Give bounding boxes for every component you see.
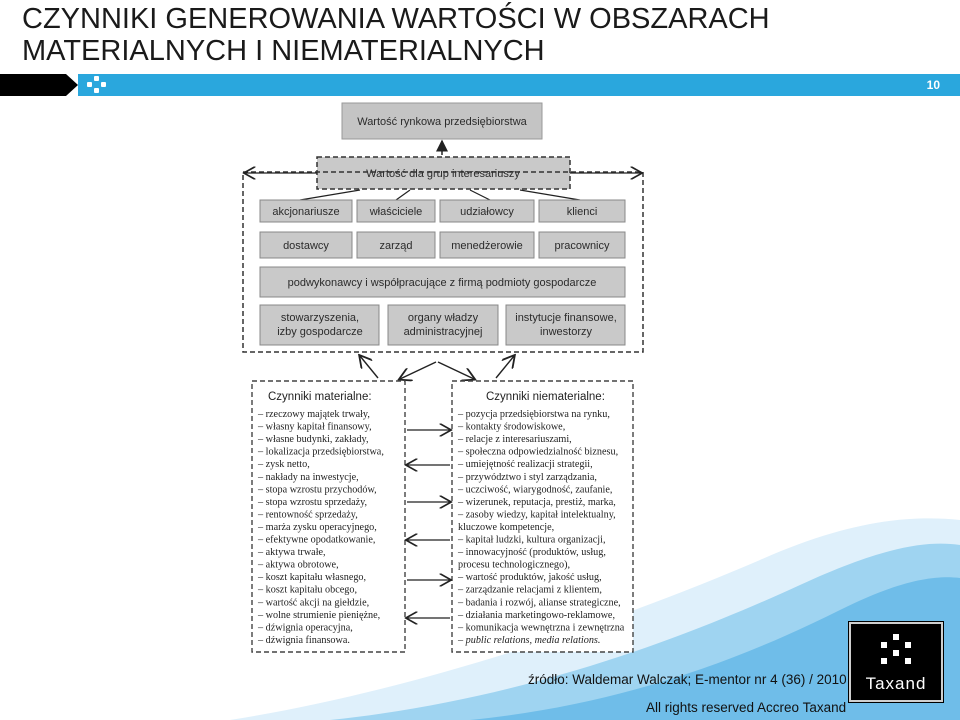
tangible-factor-item: – koszt kapitału obcego, (258, 584, 358, 596)
intangible-factor-item: – komunikacja wewnętrzna i zewnętrzna (458, 622, 625, 634)
connector-diag-1 (300, 190, 360, 200)
stakeholder-value-label: Wartość dla grup interesariuszy (366, 168, 520, 180)
tangible-factor-item: – aktywa trwałe, (258, 547, 326, 559)
tangible-factor-item: – własny kapitał finansowy, (258, 421, 372, 433)
source-note: źródło: Waldemar Walczak; E-mentor nr 4 (36) / 2010 (528, 672, 847, 687)
tangible-factors-list (257, 409, 384, 646)
intangible-factor-item: – działania marketingowo-reklamowe, (458, 609, 615, 621)
intangible-factor-item: – uczciwość, wiarygodność, zaufanie, (458, 484, 613, 496)
intangible-factor-item: – zasoby wiedzy, kapitał intelektualny, (458, 509, 616, 521)
stakeholder-menedzerowie: menedżerowie (451, 240, 523, 252)
authorities-line-1: organy władzy (407, 312, 479, 324)
stakeholder-akcjonariusze: akcjonariusze (272, 206, 340, 218)
tangible-factor-item: – własne budynki, zakłady, (258, 434, 369, 446)
authorities-line-2: administracyjnej (403, 326, 483, 338)
stakeholder-row-1 (260, 200, 625, 222)
tangible-factor-item: – wartość akcji na giełdzie, (258, 597, 370, 609)
intangible-factor-item: – zarządzanie relacjami z klientem, (458, 584, 602, 596)
stakeholder-pracownicy: pracownicy (554, 240, 610, 252)
arrow-right-up (496, 356, 514, 378)
tangible-factor-item: – rentowność sprzedaży, (258, 509, 358, 521)
connector-diag-4 (520, 190, 580, 200)
rights-note: All rights reserved Accreo Taxand (646, 700, 847, 715)
slide-title-line-2: MATERIALNYCH I NIEMATERIALNYCH (22, 35, 545, 67)
associations-line-1: stowarzyszenia, (280, 312, 360, 324)
logo-text: Taxand (865, 674, 927, 693)
connection-arrows (407, 430, 450, 618)
stakeholder-klienci: klienci (566, 206, 598, 218)
intangible-factor-item: – kontakty środowiskowe, (458, 421, 566, 433)
logo-dots-icon (881, 634, 911, 664)
intangible-factor-item: – badania i rozwój, alianse strategiczne, (458, 597, 621, 609)
tangible-factor-item: – efektywne opodatkowanie, (258, 534, 376, 546)
subcontractors-label: podwykonawcy i współpracujące z firmą podmioty gospodarcze (287, 277, 597, 289)
intangible-factor-item: – pozycja przedsiębiorstwa na rynku, (458, 409, 610, 420)
taxand-logo (849, 622, 943, 702)
arrow-right-down (438, 362, 474, 379)
intangible-factor-item: kluczowe kompetencje, (458, 521, 555, 533)
tangible-factor-item: – rzeczowy majątek trwały, (258, 409, 370, 420)
tangible-factor-item: – dźwignia finansowa. (258, 634, 350, 646)
tangible-factor-item: – koszt kapitału własnego, (258, 572, 367, 584)
financial-institutions-line-2: inwestorzy (540, 326, 592, 338)
tangible-factor-item: – stopa wzrostu przychodów, (258, 484, 377, 496)
intangible-factor-item: – wartość produktów, jakość usług, (458, 572, 602, 584)
tangible-factor-item: – stopa wzrostu sprzedaży, (258, 496, 368, 508)
tangible-factor-item: – aktywa obrotowe, (258, 559, 339, 571)
tangible-factor-item: – nakłady na inwestycje, (258, 471, 359, 483)
stakeholder-wlasciciele: właściciele (369, 206, 423, 218)
intangible-factor-item: – kapitał ludzki, kultura organizacji, (458, 534, 606, 546)
associations-line-2: izby gospodarcze (277, 326, 363, 338)
market-value-label: Wartość rynkowa przedsiębiorstwa (357, 116, 527, 128)
arrow-left-down (400, 362, 436, 379)
intangible-factor-item: procesu technologicznego), (458, 559, 571, 571)
stakeholder-dostawcy: dostawcy (283, 240, 329, 252)
arrow-left-up (360, 356, 378, 378)
tangible-factor-item: – wolne strumienie pieniężne, (258, 609, 381, 621)
intangible-factor-item: – innowacyjność (produktów, usług, (458, 547, 606, 559)
financial-institutions-line-1: instytucje finansowe, (515, 312, 617, 324)
connector-diag-2 (396, 190, 410, 200)
intangible-factor-item: – przywództwo i styl zarządzania, (458, 471, 597, 483)
intangible-factor-item: – public relations, media relations. (458, 634, 601, 646)
stakeholder-udzialowcy: udziałowcy (460, 206, 514, 218)
tangible-factor-item: – dźwignia operacyjna, (258, 622, 353, 634)
intangible-factor-item: – społeczna odpowiedzialność biznesu, (458, 446, 619, 458)
intangible-factor-item: – wizerunek, reputacja, prestiż, marka, (458, 496, 616, 508)
tangible-factor-item: – lokalizacja przedsiębiorstwa, (258, 446, 384, 458)
intangible-factor-item: – umiejętność realizacji strategii, (458, 459, 593, 471)
tangible-factor-item: – marża zysku operacyjnego, (258, 521, 377, 533)
stakeholder-row-2 (260, 232, 625, 258)
slide-title-line-1: CZYNNIKI GENEROWANIA WARTOŚCI W OBSZARACH (22, 3, 770, 35)
connector-diag-3 (470, 190, 490, 200)
stakeholder-zarzad: zarząd (379, 240, 413, 252)
stakeholder-row-4 (260, 305, 625, 345)
page-number: 10 (926, 78, 940, 92)
tangible-factor-item: – zysk netto, (258, 459, 310, 471)
intangible-factors-heading: Czynniki niematerialne: (486, 391, 605, 403)
tangible-factors-heading: Czynniki materialne: (268, 391, 372, 403)
intangible-factor-item: – relacje z interesariuszami, (458, 434, 572, 446)
